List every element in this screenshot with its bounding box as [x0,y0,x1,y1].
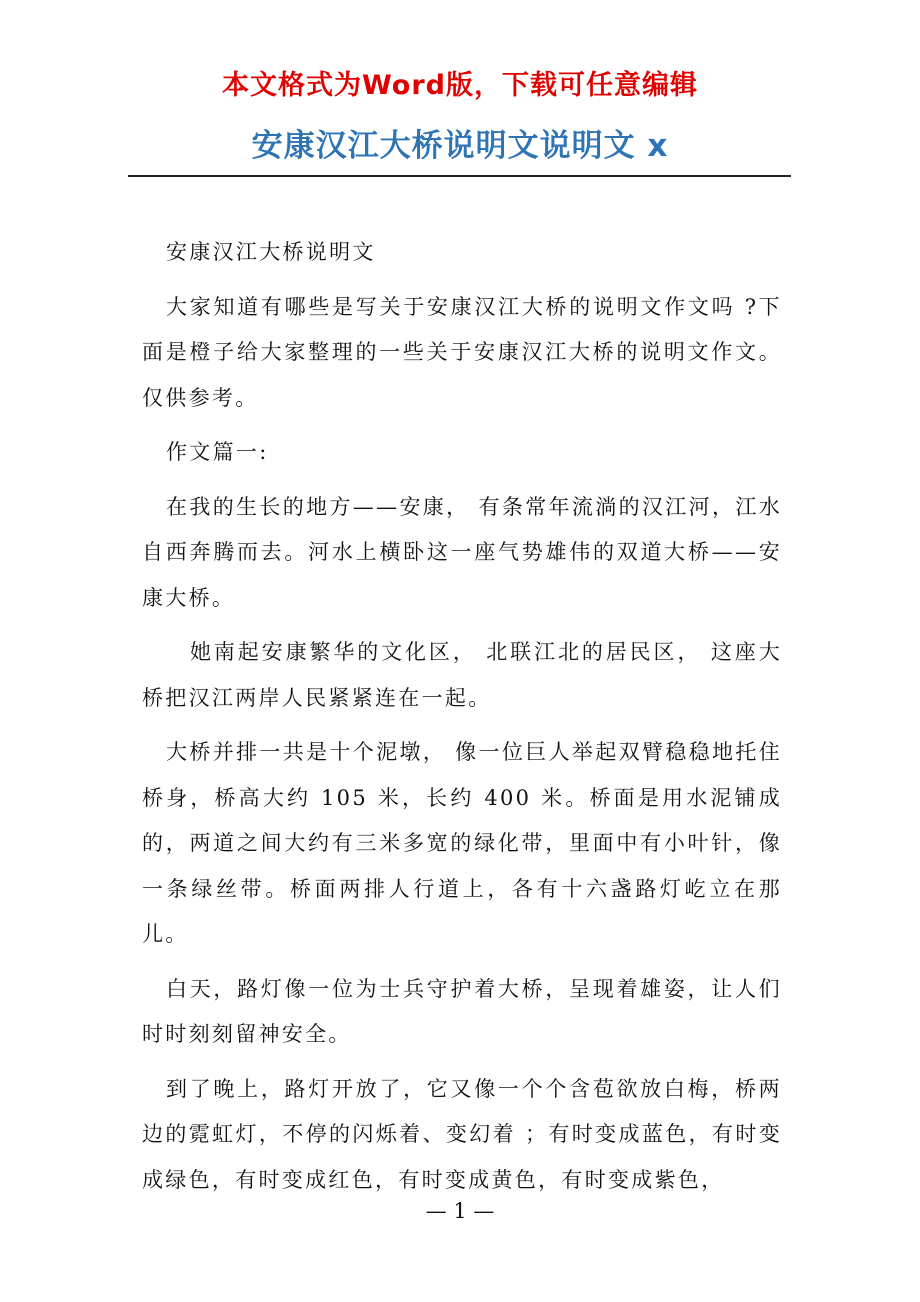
paragraph: 她南起安康繁华的文化区， 北联江北的居民区， 这座大桥把汉江两岸人民紧紧连在一起。 [142,640,782,710]
document-body [142,230,782,1212]
document-title: 安康汉江大桥说明文说明文 x [251,128,669,164]
article-title-line: 安康汉江大桥说明文 [166,240,376,264]
intro-paragraph: 大家知道有哪些是写关于安康汉江大桥的说明文作文吗 ?下面是橙子给大家整理的一些关于安康汉江大桥的说明文作文。仅供参考。 [142,294,782,410]
section-heading: 作文篇一: [166,440,269,464]
paragraph: 到了晚上，路灯开放了，它又像一个个含苞欲放白梅，桥两边的霓虹灯，不停的闪烁着、变幻着 ；有时变成蓝色，有时变成绿色，有时变成红色，有时变成黄色，有时变成紫色， [142,1076,782,1192]
paragraph: 白天，路灯像一位为士兵守护着大桥，呈现着雄姿，让人们时时刻刻留神安全。 [142,976,782,1046]
page-number: — 1 — [425,1199,495,1223]
header-divider [128,175,791,177]
format-notice-banner: 本文格式为Word版，下载可任意编辑 [221,70,698,101]
paragraph: 在我的生长的地方——安康， 有条常年流淌的汉江河，江水自西奔腾而去。河水上横卧这一座气势雄伟的双道大桥——安康大桥。 [142,494,782,610]
paragraph: 大桥并排一共是十个泥墩， 像一位巨人举起双臂稳稳地托住桥身，桥高大约 105 米，长约 400 米。桥面是用水泥铺成的，两道之间大约有三米多宽的绿化带，里面中有小叶针，像一条绿丝带。桥面两排人行道上，各有十六盏路灯屹立在那儿。 [142,740,782,946]
